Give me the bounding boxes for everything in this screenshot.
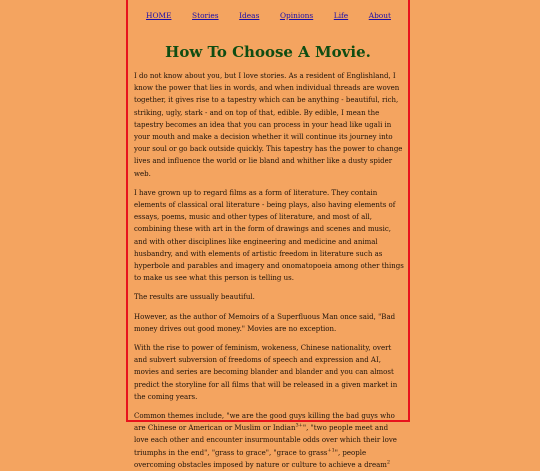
article-title: How To Choose A Movie. bbox=[165, 43, 371, 61]
nav-link-ideas[interactable]: Ideas bbox=[239, 11, 260, 20]
article-paragraph-1: I do not know about you, but I love stories. As a resident of Englishland, I know the power that lies in words, and when individual threads are woven together, it gives rise to a tapestry which can be anything - beautiful, rich, striking, ugly, stark - and on top of that, edible. By edible, I mean the tapestry becomes an idea that you can process in your head like ugali in your mouth and make a decision whether it will continue its journey into your soul or go back outside quickly. This tapestry has the power to change lives and influence the world or lie bland and whither like a dusty spider web. bbox=[134, 72, 403, 178]
paragraph-6-part-2: ", "two people meet and love each other and encounter insurmountable odds over which their love triumphs in the end", "grass to grace", "grace to grass bbox=[134, 424, 397, 457]
superscript-1: 3+ bbox=[295, 422, 303, 429]
article-paragraph-5: With the rise to power of feminism, wokeness, Chinese nationality, overt and subvert subversion of freedoms of speech and expression and AI, movies and series are becoming blander and blander and you can almost predict the storyline for all films that will be released in a given market in the coming years. bbox=[134, 344, 398, 401]
article-paragraph-2: I have grown up to regard films as a form of literature. They contain elements of classical oral literature - being plays, also having elements of essays, poems, music and other types of literature, and most of all, combining these with art in the form of drawings and scenes and music, and with other disciplines like engineering and medicine and animal husbandry, and with elements of artistic freedom in literature such as hyperbole and parables and imagery and onomatopoeia among other things to make us see what this person is telling us. bbox=[134, 188, 404, 283]
paragraph-6-part-3: ", people overcoming obstacles imposed by nature or culture to achieve a dream bbox=[134, 448, 387, 469]
superscript-2: +1 bbox=[327, 447, 335, 454]
article-body bbox=[128, 70, 408, 471]
content-column bbox=[126, 0, 410, 469]
article-paragraph-3: The results are ussually beautiful. bbox=[134, 293, 255, 302]
article-paragraph-6 bbox=[134, 410, 404, 471]
nav-link-about[interactable]: About bbox=[368, 11, 391, 20]
top-nav bbox=[128, 0, 408, 21]
superscript-3: 2 bbox=[386, 459, 391, 466]
nav-link-home[interactable]: HOME bbox=[146, 11, 172, 20]
nav-link-stories[interactable]: Stories bbox=[192, 11, 219, 20]
paragraph-6-part-1: Common themes include, "we are the good guys killing the bad guys who are Chinese or American or Muslim or Indian bbox=[134, 412, 395, 433]
nav-link-opinions[interactable]: Opinions bbox=[279, 11, 314, 20]
nav-link-life[interactable]: Life bbox=[333, 11, 349, 20]
article-paragraph-4: However, as the author of Memoirs of a Superfluous Man once said, "Bad money drives out good money." Movies are no exception. bbox=[134, 312, 396, 333]
